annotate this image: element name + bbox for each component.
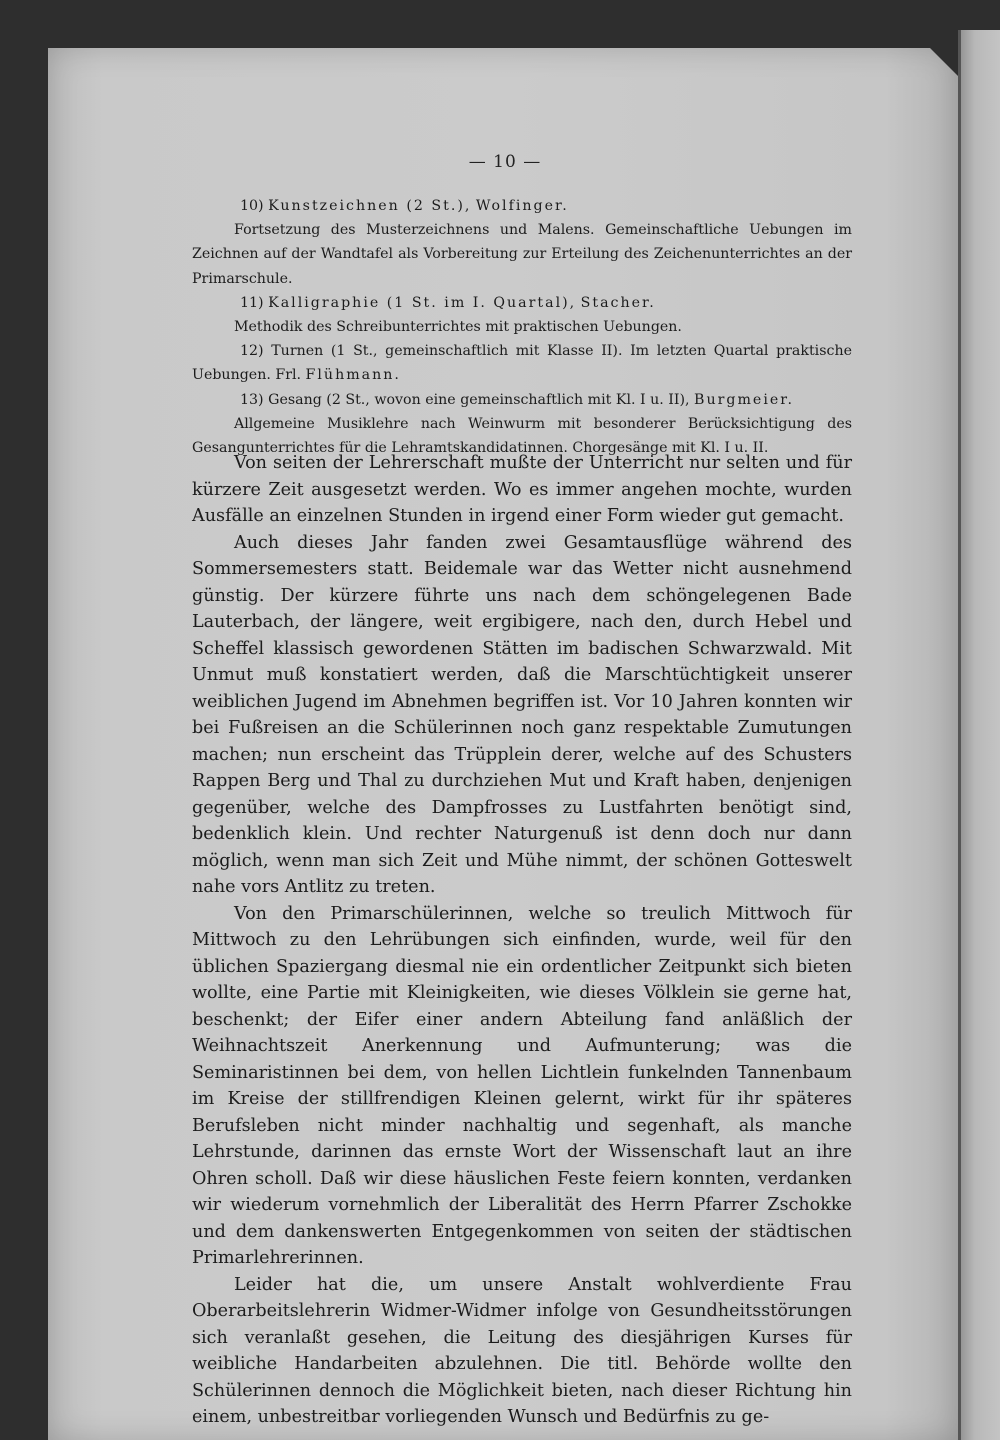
course-title: Gesang (2 St., wovon eine gemeinschaftlich mit Kl. I u. II), <box>268 391 690 408</box>
course-number: 11) <box>240 294 264 311</box>
page-corner <box>930 48 958 76</box>
course-item-13 <box>192 388 852 412</box>
paragraph: Von seiten der Lehrerschaft mußte der Unterricht nur selten und für kürzere Zeit ausgesetzt werden. Wo es immer angehen mochte, wurden Ausfälle an einzelnen Stunden in irgend einer Form wieder gut gemacht. <box>192 453 852 526</box>
course-item-10 <box>192 194 852 218</box>
body-text <box>192 450 852 1431</box>
course-title: Turnen (1 St., gemeinschaftlich mit Klasse II). Im letzten Quartal praktische Uebungen. Frl. <box>192 343 852 384</box>
course-description: Methodik des Schreibunterrichtes mit praktischen Uebungen. <box>234 319 682 336</box>
course-teacher: Flühmann. <box>305 367 401 384</box>
course-item-11 <box>192 291 852 315</box>
course-number: 12) <box>240 343 264 360</box>
paragraph: Von den Primarschülerinnen, welche so treulich Mittwoch für Mittwoch zu den Lehrübungen sich einfinden, wurde, weil für den üblichen Spaziergang diesmal nie ein ordentlicher Zeitpunkt sich bieten wollte, eine Partie mit Kleinigkeiten, wie dieses Völklein sie gerne hat, beschenkt; der Eifer einer andern Abteilung fand anläßlich der Weihnachtszeit Anerkennung und Aufmunterung; was die Seminaristinnen bei dem, von hellen Lichtlein funkelnden Tannenbaum im Kreise der stillfrendigen Kleinen gelernt, wirkt für ihr späteres Berufsleben nicht minder nachhaltig und segenhaft, als manche Lehrstunde, darinnen das ernste Wort der Wissenschaft laut an ihre Ohren scholl. Daß wir diese häuslichen Feste feiern konnten, verdanken wir wiederum vornehmlich der Liberalität des Herrn Pfarrer Zschokke und dem dankenswerten Entgegenkommen von seiten der städtischen Primarlehrerinnen. <box>192 903 852 1268</box>
course-title: Kalligraphie (1 St. im I. Quartal), <box>268 294 577 311</box>
course-title: Kunstzeichnen (2 St.), <box>268 198 472 214</box>
course-description: Allgemeine Musiklehre nach Weinwurm mit besonderer Berücksichtigung des Gesangunterrichtes für die Lehramtskandidatinnen. Chorgesänge mit Kl. I u. II. <box>192 415 852 457</box>
course-item-12 <box>192 339 852 387</box>
paragraph: Auch dieses Jahr fanden zwei Gesamtausflüge während des Sommersemesters statt. Beidemale war das Wetter nicht ausnehmend günstig. Der kürzere führte uns nach dem schöngelegenen Bade Lauterbach, der längere, weit ergibigere, nach den, durch Hebel und Scheffel klassisch gewordenen Stätten im badischen Schwarzwald. Mit Unmut muß konstatiert werden, daß die Marschtüchtigkeit unserer weiblichen Jugend im Abnehmen begriffen ist. Vor 10 Jahren konnten wir bei Fußreisen an die Schülerinnen noch ganz respektable Zumutungen machen; nun erscheint das Trüpplein derer, welche auf des Schusters Rappen Berg und Thal zu durchziehen Mut und Kraft haben, denjenigen gegenüber, welche des Dampfrosses zu Lustfahrten benötigt sind, bedenklich klein. Und rechter Naturgenuß ist denn doch nur dann möglich, wenn man sich Zeit und Mühe nimmt, der schönen Gotteswelt nahe vors Antlitz zu treten. <box>192 532 852 897</box>
course-description: Fortsetzung des Musterzeichnens und Malens. Gemeinschaftliche Uebungen im Zeichnen auf der Wandtafel als Vorbereitung zur Erteilung des Zeichenunterrichtes an der Primarschule. <box>192 222 852 287</box>
facing-page-edge <box>958 30 1000 1440</box>
paragraph: Leider hat die, um unsere Anstalt wohlverdiente Frau Oberarbeitslehrerin Widmer-Widmer infolge von Gesundheitsstörungen sich veranlaßt gesehen, die Leitung des diesjährigen Kurses für weibliche Handarbeiten abzulehnen. Die titl. Behörde wollte den Schülerinnen dennoch die Möglichkeit bieten, nach dieser Richtung hin einem, unbestreitbar vorliegenden Wunsch und Bedürfnis zu ge- <box>192 1274 852 1427</box>
course-list <box>192 194 852 460</box>
course-number: 13) <box>240 391 264 408</box>
course-teacher: Wolfinger. <box>475 198 569 214</box>
page-number: — 10 — <box>468 152 542 172</box>
course-teacher: Stacher. <box>580 294 656 311</box>
course-teacher: Burgmeier. <box>694 391 794 408</box>
course-number: 10) <box>240 198 264 214</box>
